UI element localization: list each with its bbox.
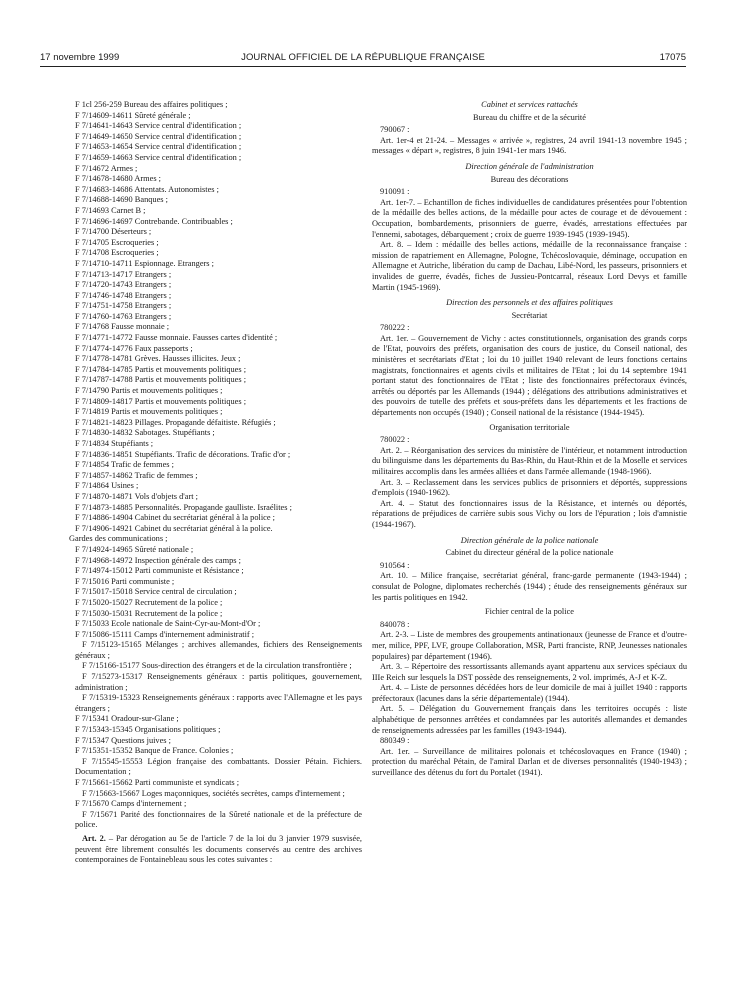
list-item: F 7/14720-14743 Etrangers ;	[75, 280, 172, 290]
list-item: F 7/15086-15111 Camps d'internement administratif ;	[75, 629, 255, 639]
article-paragraph: Art. 2. – Réorganisation des services du ministère de l'intérieur, et notamment introduction du bilinguisme dans les départements du Bas-Rhin, du Haut-Rhin et de la Moselle et services militaires accomplis dans les armées alliées et dans l'armée allemande (1948-1966).	[372, 445, 687, 476]
article-paragraph: Art. 3. – Reclassement dans les services publics de prisonniers et déportés, suppressions d'emplois (1940-1962).	[372, 477, 687, 498]
section-title: Direction générale de la police nationale	[460, 535, 599, 545]
article-2-text: – Par dérogation au 5e de l'article 7 de la loi du 3 janvier 1979 susvisée, peuvent être librement consultés les documents conservés au centre des archives contemporaines de Fontainebleau sous les cotes suivantes :	[75, 833, 362, 865]
section-subtitle: Organisation territoriale	[489, 422, 570, 432]
list-item: F 7/14968-14972 Inspection générale des camps ;	[75, 555, 241, 565]
list-item: F 7/14693 Carnet B ;	[75, 205, 146, 215]
list-item: F 7/15166-15177 Sous-direction des étrangers et de la circulation transfrontière ;	[82, 661, 352, 671]
list-item: F 7/14809-14817 Partis et mouvements politiques ;	[75, 396, 247, 406]
list-item: F 7/14768 Fausse monnaie ;	[75, 322, 170, 332]
page-header	[40, 52, 686, 64]
article-paragraph: Art. 8. – Idem : médaille des belles actions, médaille de la reconnaissance française : mission de rapatriement en Allemagne, Pologne, Tchécoslovaquie, déminage, occupation en Allemagne et Autriche, libération du camp de Dachau, Libé-Nord, les passeurs, prisonniers et invalides de guerre, évadés, fiches de Jussieu-Pontcarral, réseaux Lord Devys et famille Martin (1945-1969).	[372, 240, 687, 292]
article-paragraph: Art. 1er-4 et 21-24. – Messages « arrivée », registres, 24 avril 1941-13 novembre 1945 ; messages « départ », registres, 8 juin 1941-1er mars 1946.	[372, 135, 687, 156]
section-subtitle: Fichier central de la police	[485, 607, 574, 617]
list-item: F 1cl 256-259 Bureau des affaires politiques ;	[75, 100, 228, 109]
article-paragraph: Art. 2-3. – Liste de membres des groupements antinationaux (jeunesse de France et d'outre-mer, milice, PPF, LVF, groupe Collaboration, MSR, Parti franciste, RNP, Jeunesses nationales populaires) par département (1946).	[372, 630, 687, 661]
section-title: Cabinet et services rattachés	[481, 100, 578, 109]
list-item: F 7/14659-14663 Service central d'identification ;	[75, 152, 242, 162]
list-item: F 7/15351-15352 Banque de France. Colonies ;	[75, 746, 234, 756]
article-paragraph: Art. 10. – Milice française, secrétariat général, franc-garde permanente (1943-1944) ; consulat de Pologne, diplomates recherchés (1944) ; étude des renseignements généraux sur les partis politiques en 1942.	[372, 571, 687, 602]
archive-list-1	[75, 100, 362, 524]
list-item: F 7/14708 Escroqueries ;	[75, 248, 159, 258]
list-item: F 7/14864 Usines ;	[75, 481, 139, 491]
list-item: F 7/15670 Camps d'internement ;	[75, 799, 187, 809]
list-item: F 7/14870-14871 Vols d'objets d'art ;	[75, 491, 198, 501]
list-item: F 7/15017-15018 Service central de circulation ;	[75, 587, 237, 597]
reference-number: 910091 :	[380, 187, 410, 197]
journal-title: JOURNAL OFFICIEL DE LA RÉPUBLIQUE FRANÇAISE	[241, 52, 485, 63]
section-subtitle: Secrétariat	[511, 310, 548, 320]
archive-list-3	[75, 714, 362, 756]
list-item: F 7/14784-14785 Partis et mouvements politiques ;	[75, 364, 247, 374]
list-item: F 7/14778-14781 Grèves. Hausses illicites. Jeux ;	[75, 354, 241, 364]
reference-number: 780222 :	[380, 323, 410, 333]
list-item: F 7/14886-14904 Cabinet du secrétariat général à la police ;	[75, 513, 275, 523]
header-date: 17 novembre 1999	[40, 52, 120, 63]
list-item: F 7/15020-15027 Recrutement de la police ;	[75, 597, 223, 607]
section-subtitle: Cabinet du directeur général de la police nationale	[445, 548, 614, 558]
list-item: F 7/14672 Armes ;	[75, 163, 138, 173]
list-item: F 7/14609-14611 Sûreté générale ;	[75, 110, 191, 120]
list-item: F 7/14821-14823 Pillages. Propagande défaitiste. Réfugiés ;	[75, 417, 276, 427]
list-item: F 7/14790 Partis et mouvements politiques ;	[75, 386, 223, 396]
list-item: F 7/15030-15031 Recrutement de la police ;	[75, 608, 223, 618]
article-paragraph: Art. 5. – Délégation du Gouvernement français dans les territoires occupés : liste alphabétique de personnes arrêtées et condamnées par les autorités allemandes et demandes de renseignements adressées par les familles (1943-1944).	[372, 704, 687, 735]
reference-number: 840078 :	[380, 619, 410, 629]
article-paragraph: Art. 4. – Liste de personnes décédées hors de leur domicile de mai à juillet 1940 : rapports préfectoraux (lacunes dans la série départementale) (1944).	[372, 683, 687, 703]
list-item: F 7/14760-14763 Etrangers ;	[75, 311, 172, 321]
right-column	[372, 100, 687, 779]
reference-number: 910564 :	[380, 560, 410, 570]
article-2-label: Art. 2.	[82, 833, 106, 843]
list-item: F 7/14678-14680 Armes ;	[75, 174, 161, 184]
list-item: F 7/14857-14862 Trafic de femmes ;	[75, 470, 198, 480]
archive-list-2	[75, 545, 362, 640]
article-paragraph: Art. 1er-7. – Echantillon de fiches individuelles de candidatures présentées pour l'obtention de la médaille des belles actions, de la médaille pour actes de courage et de dévouement : Occupation, bombardements, prisonniers de guerre, évadés, arrestations effectuées par l'ennemi, sabotages, débarquement ; croix de guerre 1939-1945 (1939-1945).	[372, 197, 687, 239]
article-paragraph: Art. 1er. – Gouvernement de Vichy : actes constitutionnels, organisation des grands corps de l'Etat, pouvoirs des préfets, organisation des cours de justice, du Conseil national, des ministères et secrétariats d'Etat ; loi du 10 juillet 1940 relevant de leurs fonctions certains magistrats, fonctionnaires et agents civils et militaires de l'Etat ; loi du 14 septembre 1941 portant statut des fonctionnaires de l'Etat ; liste des fonctionnaires préfectoraux évincés, arrêtés ou déportés par les Allemands (1944) ; délégations des attributions administratives et des pouvoirs de tutelle des préfets et sous-préfets dans les départements et les fractions de départements non occupés (1940) ; Conseil national de la résistance (1944-1945).	[372, 333, 687, 418]
list-item: F 7/14688-14690 Banques ;	[75, 195, 168, 205]
list-item: F 7/14700 Déserteurs ;	[75, 227, 152, 237]
article-paragraph: Art. 4. – Statut des fonctionnaires issus de la Résistance, et internés ou déportés, réparations de préjudices de carrière subis sous Vichy ou lors de l'épuration ; lois d'amnistie (1944-1967).	[372, 498, 687, 529]
list-item: F 7/14873-14885 Personnalités. Propagande gaulliste. Israélites ;	[75, 502, 292, 512]
list-item: F 7/14819 Partis et mouvements politiques ;	[75, 407, 223, 417]
list-item: F 7/15319-15323 Renseignements généraux : rapports avec l'Allemagne et les pays étrangers ;	[75, 693, 362, 713]
section-subtitle: Bureau du chiffre et de la sécurité	[473, 112, 586, 122]
list-item: F 7/14751-14758 Etrangers ;	[75, 301, 172, 311]
list-item: F 7/14649-14650 Service central d'identification ;	[75, 131, 242, 141]
article-paragraph: Art. 1er. – Surveillance de militaires polonais et tchécoslovaques en France (1940) ; protection du maréchal Pétain, de l'amiral Darlan et de diverses personnalités (1940-1943) ; surveillance des détenus du fort du Portalet (1941).	[372, 746, 687, 778]
list-item: F 7/15016 Parti communiste ;	[75, 576, 175, 586]
list-item: F 7/14696-14697 Contrebande. Contribuables ;	[75, 216, 233, 226]
list-item: F 7/14830-14832 Sabotages. Stupéfiants ;	[75, 428, 215, 438]
list-item: F 7/15033 Ecole nationale de Saint-Cyr-au-Mont-d'Or ;	[75, 619, 261, 629]
reference-number: 780022 :	[380, 435, 410, 445]
list-item: F 7/14924-14965 Sûreté nationale ;	[75, 544, 194, 554]
list-item: F 7/15663-15667 Loges maçonniques, sociétés secrètes, camps d'internement ;	[82, 788, 345, 798]
list-item: F 7/14834 Stupéfiants ;	[75, 439, 154, 448]
list-item: F 7/15671 Parité des fonctionnaires de la Sûreté nationale et de la préfecture de police.	[75, 809, 362, 830]
list-item: F 7/14710-14711 Espionnage. Etrangers ;	[75, 258, 214, 268]
list-item: F 7/15273-15317 Renseignements généraux : partis politiques, gouvernement, administration ;	[75, 672, 362, 692]
list-item: F 7/15341 Oradour-sur-Glane ;	[75, 714, 179, 724]
list-item: F 7/14705 Escroqueries ;	[75, 237, 159, 247]
list-item: F 7/14836-14851 Stupéfiants. Trafic de décorations. Trafic d'or ;	[75, 449, 291, 459]
section-title: Direction des personnels et des affaires politiques	[446, 298, 613, 308]
section-title: Direction générale de l'administration	[465, 161, 594, 171]
left-column	[69, 100, 362, 866]
list-item: F 7/14774-14776 Faux passeports ;	[75, 343, 193, 353]
reference-number: 880349 :	[380, 736, 410, 746]
list-item: F 7/14854 Trafic de femmes ;	[75, 460, 174, 470]
article-2	[75, 834, 362, 866]
list-item: F 7/14787-14788 Partis et mouvements politiques ;	[75, 375, 247, 385]
list-item: F 7/14641-14643 Service central d'identification ;	[75, 121, 242, 131]
page-number: 17075	[659, 52, 686, 63]
list-item: F 7/14974-15012 Parti communiste et Résistance ;	[75, 566, 244, 576]
article-paragraph: Art. 3. – Répertoire des ressortissants allemands ayant appartenu aux services spéciaux du IIIe Reich sur lesquels la DST possède des renseignements, 2 vol. imprimés, A-J et K-Z.	[372, 662, 687, 682]
list-item: F 7/15545-15553 Légion française des combattants. Dossier Pétain. Fichiers. Documentation ;	[75, 756, 362, 777]
reference-number: 790067 :	[380, 125, 410, 135]
list-item: Gardes des communications ;	[69, 534, 168, 544]
list-item: F 7/14906-14921 Cabinet du secrétariat général à la police.	[75, 523, 273, 533]
list-item: F 7/15123-15165 Mélanges ; archives allemandes, fichiers des Renseignements généraux ;	[75, 640, 362, 660]
list-item: F 7/15347 Questions juives ;	[75, 735, 171, 745]
section-subtitle: Bureau des décorations	[490, 174, 569, 184]
list-item: F 7/14746-14748 Etrangers ;	[75, 290, 172, 300]
list-item: F 7/14683-14686 Attentats. Autonomistes ;	[75, 184, 219, 194]
header-rule	[40, 66, 686, 67]
list-item: F 7/14653-14654 Service central d'identification ;	[75, 142, 242, 152]
list-item: F 7/15343-15345 Organisations politiques ;	[75, 725, 221, 735]
list-item: F 7/14771-14772 Fausse monnaie. Fausses cartes d'identité ;	[75, 333, 278, 343]
list-item: F 7/14713-14717 Etrangers ;	[75, 269, 172, 279]
list-item: F 7/15661-15662 Parti communiste et syndicats ;	[75, 778, 240, 787]
